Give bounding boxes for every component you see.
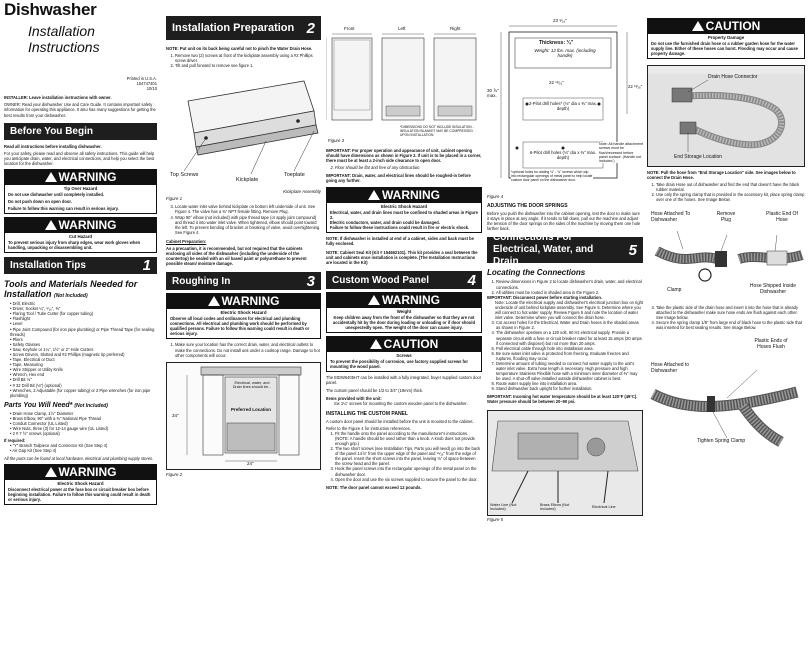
warning-subtitle: Cut Hazard	[68, 234, 93, 240]
parts-note: (Not Included)	[74, 402, 108, 409]
warning-electric-shock	[4, 464, 157, 505]
fig4-handle-note: Note: All handle attachment screws must be flush/recessed before panel surface. (Handle not included.)	[599, 142, 643, 164]
figure-4	[487, 18, 643, 194]
caution-subtitle: Property Damage	[707, 35, 745, 40]
warning-subtitle: Weight	[396, 309, 412, 315]
figure-1-caption: Figure 1	[166, 196, 183, 202]
column-3	[326, 0, 482, 645]
installation-preparation-bar	[166, 16, 321, 40]
list-item: 6. Be sure water inlet valve is protected from freezing. Evaluate freezes and ruptures, flooding may occur.	[496, 351, 643, 361]
fig4-thickness: Thickness: ¾"	[539, 40, 574, 46]
list-item: • # 32 Drill Bit (⅛") (optional)	[10, 383, 157, 388]
parts-heading	[4, 402, 157, 409]
list-item: • Flashlight	[10, 316, 157, 321]
label-kickplate-assembly: Kickplate Assembly	[283, 189, 321, 195]
caution-triangle-icon	[692, 21, 704, 31]
doc-subtitle-2: Instructions	[28, 39, 100, 55]
caution-triangle-icon	[370, 339, 382, 349]
list-item: 1. Take drain Hose out of dishwasher and find the end that doesn't have the black rubber material.	[656, 182, 805, 192]
fig2-label: Electrical, water, and Drain lines should be...	[232, 380, 272, 390]
label-end-storage: End Storage Location	[674, 154, 723, 160]
parts-footnote: All the parts can be found at local hardware, electrical and plumbing supply stores.	[4, 455, 154, 461]
figure-2-caption: Figure 2	[166, 471, 183, 477]
warning-title: WARNING	[58, 218, 117, 233]
label-clamp: Clamp	[667, 286, 682, 293]
warning-line: Failure to follow these instructions could result in fire or electric shock.	[330, 224, 470, 230]
warning-header	[5, 170, 156, 185]
installer-note: INSTALLER: Leave installation instructions with owner.	[4, 95, 112, 101]
warning-triangle-icon	[45, 220, 57, 230]
figure-hose-clamp	[647, 207, 805, 305]
warning-line: Electric conductors, water, and drain could be damaged.	[330, 219, 440, 225]
tips-heading: Installation Tips	[10, 260, 86, 272]
warning-cut	[4, 217, 157, 253]
section-number: 4	[467, 271, 476, 289]
drain-steps-2	[656, 305, 805, 330]
list-item: • Driver, Socket ¼", ⁵⁄₁₆", ⅜"	[10, 306, 157, 311]
list-item: • Wrenches, 2 Adjustable (for copper tubing) or 2 Pipe wrenches (for iron pipe plumbing)	[10, 388, 157, 398]
label-brass-elbow: Brass Elbow (Not Included)	[540, 502, 570, 512]
warning-triangle-icon	[368, 295, 380, 305]
drain-hose-drawing	[648, 66, 804, 166]
caution-header	[327, 337, 481, 352]
before-you-begin-bar	[4, 123, 157, 140]
list-item: 1. Make sure your location has the correct drain, water, and electrical outlets to make the connections. Do not install unit under a cooktop range. Damage to hot other components will occur.	[175, 342, 321, 357]
rough-heading: Roughing In	[172, 275, 231, 287]
warning-line: Keep children away from the front of the dishwasher so that they are not accidentally hit by the door during loading or unloading or if door should unexpectedly open. The weight of the door can cause injury.	[332, 315, 476, 331]
list-item: • Level	[10, 321, 157, 326]
tools-heading	[4, 279, 157, 299]
figure-drain-hose	[647, 65, 805, 167]
drain-steps	[656, 182, 805, 202]
roughing-drawing	[167, 363, 320, 469]
important-water-temp: IMPORTANT: Incoming hot water temperature should be at least 120°F (49°C). Water pressure should be between 20–90 psi.	[487, 393, 638, 404]
list-item: 1. Remove two (2) screws at front of the kickplate assembly using a #2 Phillips screw driver.	[175, 53, 321, 63]
warning-header	[5, 465, 156, 480]
prep-steps-2	[175, 204, 321, 235]
list-item: • Drill, Electric	[10, 301, 157, 306]
install-p2: Refer to the Figure 4 for instruction references.	[326, 425, 411, 431]
part-number: 154747401	[136, 81, 157, 87]
prep-heading: Installation Preparation	[172, 22, 295, 34]
list-item: • Screw Drivers, Slotted and #2 Phillips (magnetic tip preferred)	[10, 352, 157, 357]
locating-steps-2	[496, 320, 643, 391]
important-roughed: IMPORTANT: Drain, water, and electrical lines should be roughed-in before going any further.	[326, 173, 471, 184]
label-plastic-end: Plastic End Of Hose	[766, 210, 798, 223]
doc-title: Dishwasher	[4, 0, 97, 19]
install-p: A custom door panel should be installed before the unit is mounted to the cabinet.	[326, 418, 474, 424]
caution-line: To prevent the possibility of corrosion, use factory supplied screws for mounting the wood panel.	[330, 359, 469, 370]
section-number: 1	[142, 257, 151, 275]
column-2	[166, 0, 321, 645]
fig3-note: *DIMENSIONS DO NOT INCLUDE INSULATION - INSULATION BLANKET MAY BE COMPRESSED UPON INSTALLATION.	[400, 125, 474, 137]
figure-5-caption: Figure 5	[487, 516, 504, 522]
wood-p3: Items provided with the unit:	[326, 396, 382, 402]
warning-subtitle: Tip Over Hazard	[63, 186, 98, 192]
list-item: • Wire Nuts, three (3) for 12-14 gauge wire (UL Listed)	[10, 426, 157, 431]
wood-p2: The custom panel should be 1/2 to 3/4" (19mm) thick.	[326, 388, 424, 394]
list-item: 2. All utilities must be routed in shaded area in the Figure 2.	[496, 290, 643, 295]
wood-p1: The EIDW6405HT can be installed with a fully integrated, buyer supplied custom door panel.	[326, 375, 482, 386]
list-item: 2. Use only the spring clamp that is provided in the accessory kit, place spring clamp over one of the hoses. See Image Below.	[656, 192, 805, 202]
list-item: 8. Route water supply line into installation area.	[496, 381, 643, 386]
before-p2: For your safety, please read and observe all safety instructions. This guide will help you anticipate drain, water, and electrical connections, and help you select the best location for the dishwasher.	[4, 150, 155, 166]
prep-steps	[175, 53, 321, 68]
note-seal-kit: NOTE: Cabinet Seal Kit (Kit # 154662101). This kit provides a seal between the unit and cabinets once installation is complete. (The Installation Instructions are located in the Kit)	[326, 249, 478, 265]
warning-roughing	[166, 293, 321, 339]
warning-subtitle: Electric Shock Hazard	[57, 480, 104, 486]
warning-header	[327, 293, 481, 308]
warning-header	[167, 294, 320, 309]
figure-3-caption: Figure 3	[328, 138, 345, 143]
list-item: • Wrench, Hex end	[10, 372, 157, 377]
list-item: • "Y" Branch Tailpiece and Connector Kit (See Step 4)	[10, 443, 157, 448]
warning-triangle-icon	[368, 190, 380, 200]
connections-heading: Connections For Electrical, Water, and Drain	[493, 232, 594, 268]
undercarriage-drawing	[488, 411, 642, 515]
label-hose-attached: Hose Attached To Dishwasher	[651, 210, 691, 223]
list-item: 2. Tilt and pull forward to remove see figure 1.	[175, 63, 321, 68]
warning-line: Disconnect electrical power at the fuse box or circuit breaker box before beginning installation. Failure to follow this warning could result in death or serious injury.	[8, 486, 151, 502]
installation-tips-bar	[4, 257, 157, 274]
label-remove-plug: Remove Plug	[716, 210, 736, 223]
locating-heading: Locating the Connections	[487, 268, 586, 278]
list-item: • Tape, Electrical or Duct	[10, 357, 157, 362]
fig4-weight: Weight: 12 lbs. max. (including handle)	[534, 48, 596, 58]
parts-heading-text: Parts You Will Need*	[4, 401, 73, 409]
fig4-width-top: 23 ⁹⁄₁₆"	[553, 18, 567, 23]
parts-list	[10, 411, 157, 436]
installing-panel-heading: INSTALLING THE CUSTOM PANEL	[326, 410, 408, 417]
fig4-width-mid: 22 ¹¹⁄₁₆"	[549, 80, 564, 85]
list-item: 3. Cut access holes for the Electrical, Water and Drain hoses in the shaded areas as shown in Figure 2.	[496, 320, 643, 330]
warning-title: WARNING	[221, 294, 280, 309]
label-tighten-clamp: Tighten Spring Clamp	[697, 438, 746, 445]
label-right: Right	[450, 26, 461, 31]
wood-heading: Custom Wood Panel	[332, 274, 430, 286]
fig2-label: 24"	[247, 460, 254, 466]
label-drain-connector: Drain Hose Connector	[708, 74, 758, 80]
important-disconnect: IMPORTANT: Disconnect power before starting installation.	[487, 294, 603, 300]
list-item: 1. Fit the handle onto the panel according to the manufacturer's instructions. (NOTE: A handle should be used rather than a knob. A knob does not provide enough grip.)	[335, 431, 482, 446]
list-item: 4. The dishwasher operates on a 120 volt, 60 Hz electrical supply. Provide a separate circuit with a fuse or circuit breaker rated for at least 15 amps (20 amps if connected with disposer) but not more than 20 amps.	[496, 330, 643, 345]
caution-header	[648, 19, 804, 34]
list-item: • Pipe Joint Compound (for iron pipe plumbing) or Pipe Thread Tape (for sealing threads)	[10, 327, 157, 337]
fig4-height-right: 22 ¹³⁄₁₆"	[628, 84, 643, 89]
custom-wood-panel-bar	[326, 271, 482, 289]
warning-triangle-icon	[45, 172, 57, 182]
fig4-holes-mid: 2-Pilot drill holes* (⅛" dia x ⅜" max. depth)	[528, 101, 597, 111]
install-steps	[335, 431, 482, 482]
list-item: • Flaring Tool / Tube Cutter (for copper tubing)	[10, 311, 157, 316]
required-list	[10, 443, 157, 453]
warning-subtitle: Electric Shock Hazard	[220, 310, 267, 316]
section-number: 2	[306, 19, 315, 37]
list-item: 4. Open the door and use the six screws supplied to secure the panel to the door.	[335, 477, 482, 482]
list-item: • Tape, Measuring	[10, 362, 157, 367]
warning-line: Observe all local codes and ordinances for electrical and plumbing connections. All electrical and plumbing work should be performed by qualified persons. Failure to follow this warning could result in death or serious injury.	[170, 316, 310, 337]
owner-note: OWNER: Read your dishwasher Use and Care Guide. It contains important safety information for operating this appliance. It also has many suggestions for getting the best results from your dishwasher.	[4, 102, 156, 118]
caution-subtitle: Screws	[396, 353, 412, 359]
list-item: • Drill Bit ⅛"	[10, 377, 157, 382]
if-required: If required:	[4, 438, 26, 444]
label-top-screws: Top Screws	[170, 172, 199, 179]
prep-note: NOTE: Put unit on its back being careful not to pinch the Water Drain Hose.	[166, 46, 313, 51]
fig4-holes-bottom: 6-Pilot drill holes (⅛" dia x ⅜" max. depth)	[529, 150, 597, 160]
list-item: • Brass Elbow, 90° with a ⅜" National Pipe Thread	[10, 416, 157, 421]
list-item: • Air Gap Kit (See Step 4)	[10, 448, 157, 453]
list-item: 2. Floor should be flat and free of any obstruction.	[335, 165, 482, 170]
warning-title: WARNING	[58, 464, 117, 479]
list-item: 5. Pull electrical cable through hole into installation area.	[496, 346, 643, 351]
label-plastic-flush: Plastic Ends of Hoses Flush	[754, 338, 788, 351]
warning-line: Electrical, water, and drain lines must be confined to shaded areas in Figure 2.	[330, 209, 478, 220]
label-electrical-line: Electrical Line	[592, 504, 616, 509]
kickplate-drawing	[166, 71, 321, 204]
list-item: • Drain Hose Clamp, 1½" Diameter	[10, 411, 157, 416]
cabinet-prep-heading: Cabinet Preparation:	[166, 238, 207, 244]
wood-p4: Six 1¼" screws for mounting the custom wooden panel to the dishwasher.	[334, 401, 468, 407]
warning-header	[5, 218, 156, 233]
column-5	[647, 0, 805, 645]
warning-tip-over	[4, 169, 157, 214]
warning-header	[327, 188, 481, 203]
figure-hose-flush	[647, 334, 805, 458]
warning-line: Do not use dishwasher until completely installed.	[8, 192, 104, 198]
doc-subtitle-1: Installation	[28, 23, 95, 39]
column-1	[4, 0, 157, 645]
fig2-label: 34"	[172, 412, 179, 418]
caution-title: CAUTION	[383, 337, 439, 352]
column-4	[487, 0, 643, 645]
list-item: 4. Secure the spring clamp 1/8" from large end of black hose to the plastic side that was inserted for best sealing results. See Image Below.	[656, 320, 805, 330]
list-item: 3. Locate water inlet valve behind kickplate on bottom left underside of unit. See Figure 4. The valve has a ⅜" NPT female fitting. Remove Plug.	[175, 204, 321, 214]
tools-heading-text: Tools and Materials Needed for Installation	[4, 279, 138, 300]
label-left: Left	[398, 26, 406, 31]
fig4-height-left: 30 ⅞" max.	[487, 88, 499, 98]
dimension-drawing	[326, 26, 482, 130]
note-enclosed: NOTE: If dishwasher is installed at end of a cabinet, sides and back must be fully enclosed.	[326, 235, 474, 246]
caution-property-damage	[647, 18, 805, 59]
warning-shaded	[326, 187, 482, 233]
adjusting-springs-text: Before you push the dishwasher into the cabinet opening, test the door to make sure it stays in place at any angle. If it tends to fall down, pull out the machine and adjust the tension of the door springs on the sides of the machine by moving them one hole farther back.	[487, 211, 641, 232]
label-hose-shipped: Hose Shipped Inside Dishwasher	[749, 282, 797, 295]
figure-5	[487, 410, 643, 516]
before-p1: Read all instructions before installing dishwasher.	[4, 143, 102, 149]
figure-4-caption: Figure 4	[487, 194, 504, 199]
list-item: 3. Hook the panel screws into the rectangular openings of the metal panel on the dishwasher door.	[335, 466, 482, 476]
list-item: • Pliers	[10, 337, 157, 342]
figure-2	[166, 362, 321, 470]
rough-steps	[175, 342, 321, 357]
list-item: • Saw, Keyhole or 1¼", 1½" or 2" Hole Cutters	[10, 347, 157, 352]
caution-screws	[326, 336, 482, 372]
list-item: 7. Determine amount of tubing needed to connect hot water supply to the unit's water inlet valve. Extra hose length is necessary. High pressure and high temperature Stainless Flexible hose with a minimum inner diameter of ⅜" may be used. A shut-off valve installed outside dishwasher cabinet is best.	[496, 361, 643, 381]
label-hose-attached-2: Hose Attached to Dishwasher	[651, 362, 690, 375]
section-number: 3	[306, 272, 315, 290]
warning-title: WARNING	[58, 170, 117, 185]
figure-3	[326, 26, 482, 146]
warning-subtitle: Electric Shock Hazard	[380, 203, 428, 209]
fig2-label: Preferred Location	[230, 406, 271, 412]
roughing-in-bar	[166, 272, 321, 290]
warning-line: Failure to follow this warning can result in serious injury.	[8, 206, 119, 212]
note-pull-hose: NOTE: Pull the hose from "End Storage Location" side. See images below to connect the Drain Hose.	[647, 170, 796, 181]
rough-steps-2	[335, 165, 482, 170]
label-toeplate: Toeplate	[284, 172, 305, 179]
locating-steps	[496, 279, 643, 294]
connections-bar	[487, 232, 643, 268]
print-date: 10/10	[146, 86, 157, 92]
locating-note: Note: Locate the electrical supply and dishwasher's electrical junction box on right underside of unit behind kickplate assembly. See Figure 5. Determine where you will connect to hot water supply. Review Figure 5 and note the location of water inlet valve. Determine where you will connect the drain hose.	[495, 299, 643, 321]
cabinet-prep-text: As a precaution, it is recommended, but not required that the cabinets enclosing all sides of the dishwasher (including the underside of the countertop) be sealed with an oil based paint or polyurethane to prevent possible steam/ moisture damage.	[166, 246, 307, 267]
warning-title: WARNING	[382, 293, 440, 308]
important-opening: IMPORTANT: For proper operation and appearance of unit, cabinet opening should have dimensions as shown in Figure 2. If unit is to be placed in a corner, there must be at least a 2-inch side clearance to open door.	[326, 148, 482, 164]
caution-title: CAUTION	[705, 19, 761, 33]
list-item: • Safety Glasses	[10, 342, 157, 347]
list-item: 9. Stand dishwasher back upright for further installation.	[496, 386, 643, 391]
note-panel-weight: NOTE: The door panel cannot exceed 12 pounds.	[326, 484, 422, 490]
fig4-optional: *optional holes for adding ⅛" - ¾" screws which slip into rectangular openings of metal panel to help locate custom door panel on the dishwasher door.	[511, 170, 593, 182]
adjusting-springs-heading: ADJUSTING THE DOOR SPRINGS	[487, 203, 568, 209]
list-item: 1. Review dimensions in Figure 2 to locate dishwasher's drain, water, and electrical connections.	[496, 279, 643, 289]
warning-line: To prevent serious injury from sharp edges, wear work gloves when handling, unpacking or disassembling unit.	[8, 240, 141, 251]
list-item: 2. The two short screws (see Installation Tips, Parts you will need) go into the back of the panel 14⅞" from the upper edge of the panel and ¹⁵⁄₁₆" from the edge of the panel. Insert the short screws into the panel, leaving ⅛" of space between the screw head and the panel.	[335, 446, 482, 466]
warning-weight	[326, 292, 482, 333]
tools-list	[10, 301, 157, 398]
figure-1	[166, 71, 321, 204]
list-item: • 2 # 7 ½" screws (optional)	[10, 431, 157, 436]
section-number: 5	[628, 241, 637, 259]
list-item: 4. Wrap 90° elbow (not included) with pipe thread tape (or apply joint compound) and thread it into water inlet valve. When tightened, elbow should point toward the left. To prevent bending of bracket or breaking of valve, avoid overtightening. See Figure 4.	[175, 215, 321, 235]
before-heading: Before You Begin	[10, 125, 93, 137]
warning-line: Do not push down on open door.	[8, 199, 72, 205]
caution-line: Do not use the furnished drain hose or a rubber garden hose for the water supply line. Either of these hoses can burst. Flooding may occur and cause property damage.	[651, 41, 798, 56]
label-water-line: Water Line (Not Included)	[490, 502, 517, 512]
list-item: • Wire Stripper or Utility Knife	[10, 367, 157, 372]
label-kickplate: Kickplate	[236, 177, 259, 184]
warning-triangle-icon	[208, 296, 220, 306]
warning-triangle-icon	[45, 467, 57, 477]
warning-title: WARNING	[382, 187, 440, 202]
label-front: Front	[344, 26, 355, 31]
list-item: 3. Take the plastic side of the drain hose and insert it into the hose that is already attached to the dishwasher make sure hose ends are flush against each other. See Image below.	[656, 305, 805, 320]
tools-note: (Not Included)	[54, 293, 88, 300]
printed-in: Printed in U.S.A.	[126, 76, 157, 81]
list-item: • Conduit Connector (UL Listed)	[10, 421, 157, 426]
